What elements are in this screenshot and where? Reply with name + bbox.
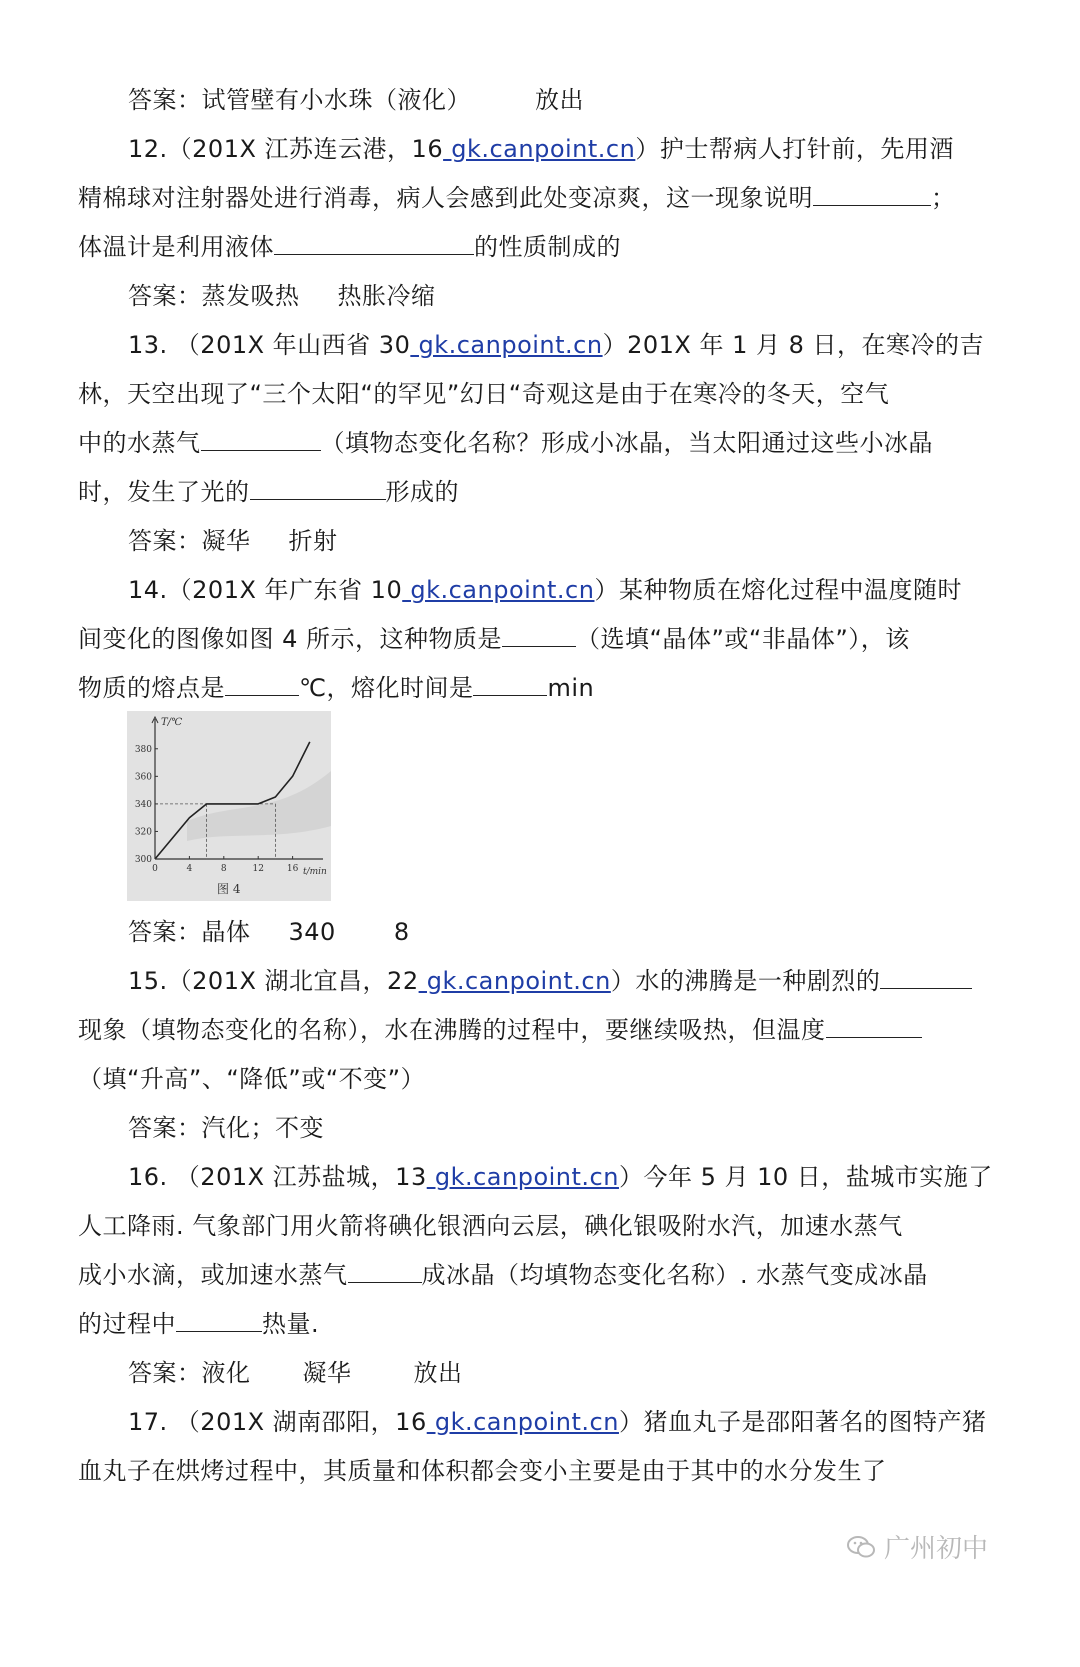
question-15-line-3 — [78, 1062, 425, 1096]
watermark — [846, 1528, 988, 1565]
x-tick-label: 0 — [152, 864, 158, 874]
question-text: min — [547, 674, 595, 702]
question-text: 热量. — [262, 1310, 320, 1338]
answer-text: 蒸发吸热 — [201, 282, 300, 310]
answer-text: 放出 — [535, 86, 584, 114]
question-13-line-2 — [78, 377, 889, 411]
question-text: 林，天空出现了“三个太阳“的罕见”幻日“奇观这是由于在寒冷的冬天，空气 — [78, 380, 890, 408]
answer-text: 8 — [393, 918, 410, 946]
y-tick-label: 380 — [134, 744, 152, 755]
question-text: 成冰晶（均填物态变化名称）. 水蒸气变成冰晶 — [421, 1261, 928, 1289]
wechat-icon — [846, 1534, 876, 1560]
answer-text: 晶体 — [201, 918, 251, 946]
question-text: ）201X 年 1 月 8 日，在寒冷的吉 — [602, 331, 985, 359]
question-text: 中的水蒸气 — [78, 429, 201, 457]
answer-blank — [274, 232, 474, 255]
question-13-line-4 — [78, 475, 459, 509]
melting-curve-chart — [127, 711, 331, 901]
answer-text: 340 — [288, 918, 336, 946]
answer-label: 答案： — [128, 282, 202, 310]
question-text: 体温计是利用液体 — [78, 233, 274, 261]
answer-text: 凝华 — [201, 527, 251, 555]
question-12-line-1 — [128, 132, 954, 166]
question-13-line-3 — [78, 426, 933, 460]
question-text: ℃，熔化时间是 — [299, 674, 474, 702]
answer-blank — [201, 428, 321, 451]
question-15-line-2 — [78, 1013, 922, 1047]
source-link[interactable]: gk.canpoint.cn — [426, 1408, 619, 1436]
question-text: 15.（201X 湖北宜昌，22 — [128, 967, 419, 995]
question-text: （选填“晶体”或“非晶体”），该 — [576, 625, 910, 653]
answer-label: 答案： — [128, 527, 202, 555]
answer-blank — [813, 183, 931, 206]
question-text: ； — [931, 184, 956, 212]
question-text: 间变化的图像如图 4 所示，这种物质是 — [78, 625, 503, 653]
answer-15 — [128, 1111, 324, 1145]
answer-text: 放出 — [413, 1359, 463, 1387]
question-text: ）今年 5 月 10 日，盐城市实施了 — [618, 1163, 993, 1191]
question-text: ）护士帮病人打针前，先用酒 — [635, 135, 954, 163]
question-text: 形成的 — [385, 478, 459, 506]
question-17-line-2 — [78, 1454, 887, 1488]
question-15-line-1 — [128, 964, 972, 998]
answer-16 — [128, 1356, 463, 1390]
answer-text: 热胀冷缩 — [337, 282, 436, 310]
y-axis-label: T/℃ — [161, 717, 183, 728]
answer-blank — [502, 624, 576, 647]
answer-12 — [128, 279, 436, 313]
question-14-line-1 — [128, 573, 962, 607]
question-text: 精棉球对注射器处进行消毒，病人会感到此处变凉爽，这一现象说明 — [78, 184, 813, 212]
answer-text: 汽化；不变 — [201, 1114, 324, 1142]
answer-text: 试管壁有小水珠（液化） — [201, 86, 471, 114]
question-text: 13. （201X 年山西省 30 — [128, 331, 411, 359]
answer-text: 折射 — [288, 527, 338, 555]
answer-label: 答案： — [128, 1359, 202, 1387]
question-text: 17. （201X 湖南邵阳，16 — [128, 1408, 427, 1436]
question-text: 现象（填物态变化的名称），水在沸腾的过程中，要继续吸热，但温度 — [78, 1016, 826, 1044]
answer-blank — [176, 1309, 262, 1332]
answer-text: 凝华 — [302, 1359, 352, 1387]
question-12-line-2 — [78, 181, 956, 215]
question-16-line-2 — [78, 1209, 903, 1243]
watermark-text: 广州初中 — [884, 1534, 989, 1564]
source-link[interactable]: gk.canpoint.cn — [402, 576, 595, 604]
question-text: 的性质制成的 — [474, 233, 621, 261]
question-14-line-2 — [78, 622, 910, 656]
question-text: ）水的沸腾是一种剧烈的 — [610, 967, 881, 995]
y-tick-label: 340 — [134, 799, 152, 810]
x-tick-label: 4 — [186, 864, 193, 874]
question-text: 时，发生了光的 — [78, 478, 250, 506]
answer-text: 液化 — [201, 1359, 251, 1387]
answer-11 — [128, 83, 584, 117]
question-14-line-3 — [78, 671, 594, 705]
question-text: （填“升高”、“降低”或“不变”） — [78, 1065, 426, 1093]
question-text: 成小水滴，或加速水蒸气 — [78, 1261, 348, 1289]
x-tick-label: 12 — [252, 864, 264, 874]
question-text: ）猪血丸子是邵阳著名的图特产猪 — [618, 1408, 987, 1436]
answer-label: 答案： — [128, 918, 202, 946]
answer-blank — [250, 477, 386, 500]
answer-blank — [826, 1015, 922, 1038]
question-text: 12.（201X 江苏连云港，16 — [128, 135, 444, 163]
source-link[interactable]: gk.canpoint.cn — [418, 967, 611, 995]
y-tick-label: 360 — [134, 772, 152, 783]
answer-blank — [348, 1260, 422, 1283]
figure-4-graph — [127, 711, 331, 901]
source-link[interactable]: gk.canpoint.cn — [443, 135, 636, 163]
source-link[interactable]: gk.canpoint.cn — [426, 1163, 619, 1191]
question-text: 14.（201X 年广东省 10 — [128, 576, 403, 604]
answer-label: 答案： — [128, 1114, 202, 1142]
x-tick-label: 8 — [220, 864, 227, 874]
question-12-line-3 — [78, 230, 621, 264]
question-text: 血丸子在烘烤过程中，其质量和体积都会变小主要是由于其中的水分发生了 — [78, 1457, 887, 1485]
answer-13 — [128, 524, 338, 558]
question-13-line-1 — [128, 328, 984, 362]
figure-caption: 图 4 — [217, 882, 241, 896]
answer-blank — [473, 673, 547, 696]
source-link[interactable]: gk.canpoint.cn — [410, 331, 603, 359]
x-tick-label: 16 — [286, 864, 299, 874]
question-16-line-4 — [78, 1307, 319, 1341]
answer-blank — [880, 966, 972, 989]
y-tick-label: 300 — [134, 855, 152, 865]
question-text: 16. （201X 江苏盐城，13 — [128, 1163, 427, 1191]
answer-14 — [128, 915, 410, 949]
question-text: 人工降雨. 气象部门用火箭将碘化银洒向云层，碘化银吸附水汽，加速水蒸气 — [78, 1212, 903, 1240]
question-text: ）某种物质在熔化过程中温度随时 — [594, 576, 962, 604]
x-axis-label: t/min — [303, 867, 327, 877]
question-text: 物质的熔点是 — [78, 674, 225, 702]
question-text: 的过程中 — [78, 1310, 176, 1338]
answer-blank — [225, 673, 299, 696]
answer-label: 答案： — [128, 86, 202, 114]
y-tick-label: 320 — [134, 827, 152, 838]
question-16-line-1 — [128, 1160, 993, 1194]
question-text: （填物态变化名称？形成小冰晶，当太阳通过这些小冰晶 — [320, 429, 933, 457]
question-17-line-1 — [128, 1405, 986, 1439]
question-16-line-3 — [78, 1258, 928, 1292]
